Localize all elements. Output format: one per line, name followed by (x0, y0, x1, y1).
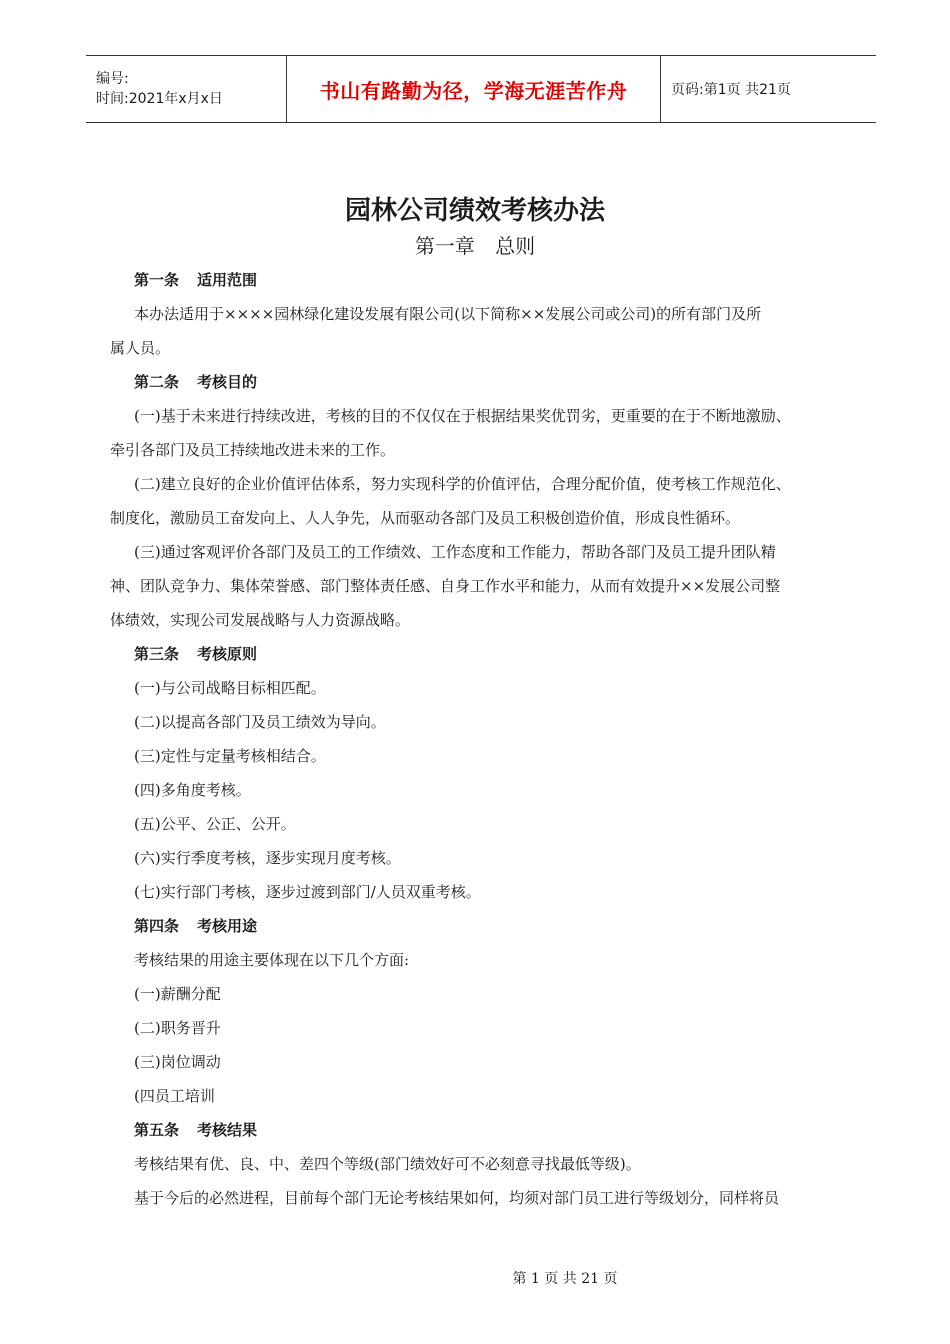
header-page-label: 页码:第1页 共21页 (671, 82, 791, 98)
document-date-label: 时间:2021年x月x日 (96, 91, 223, 107)
body-text-line: 属人员。 (110, 339, 171, 357)
body-text-line: (六)实行季度考核，逐步实现月度考核。 (134, 849, 401, 867)
body-text-line: (七)实行部门考核，逐步过渡到部门/人员双重考核。 (134, 883, 481, 901)
header-motto-cell (286, 56, 661, 122)
document-body (110, 268, 870, 1220)
page-footer: 第 1 页 共 21 页 (512, 1271, 618, 1287)
body-text-line: 考核结果的用途主要体现在以下几个方面: (134, 951, 410, 969)
chapter-heading: 第一章 总则 (414, 234, 536, 258)
article-heading (110, 1118, 870, 1152)
article-number: 第五条 (134, 1121, 180, 1139)
body-text-line: (三)通过客观评价各部门及员工的工作绩效、工作态度和工作能力，帮助各部门及员工提升团队精 (134, 543, 776, 561)
body-text-line: (一)基于未来进行持续改进，考核的目的不仅仅在于根据结果奖优罚劣，更重要的在于不断地激励、 (134, 407, 791, 425)
article-title: 考核原则 (197, 645, 258, 663)
header-meta (86, 56, 286, 122)
article-heading (110, 914, 870, 948)
body-text-line: (三)定性与定量考核相结合。 (134, 747, 326, 765)
body-text-line: (一)薪酬分配 (134, 985, 221, 1003)
header-page-info (661, 56, 876, 122)
body-text-line: 牵引各部门及员工持续地改进未来的工作。 (110, 441, 396, 459)
body-text-line: (二)建立良好的企业价值评估体系，努力实现科学的价值评估，合理分配价值，使考核工作规范化、 (134, 475, 791, 493)
article-title: 考核结果 (197, 1121, 258, 1139)
article-title: 适用范围 (197, 271, 258, 289)
article-number: 第二条 (134, 373, 180, 391)
header-table (86, 55, 876, 123)
body-text-line: (二)职务晋升 (134, 1019, 221, 1037)
article-title: 考核目的 (197, 373, 258, 391)
article-number: 第一条 (134, 271, 180, 289)
body-text-line: (二)以提高各部门及员工绩效为导向。 (134, 713, 386, 731)
document-number-label: 编号: (96, 71, 129, 87)
body-text-line: (四员工培训 (134, 1087, 215, 1105)
article-title: 考核用途 (197, 917, 258, 935)
body-text-line: 基于今后的必然进程，目前每个部门无论考核结果如何，均须对部门员工进行等级划分，同样将员 (134, 1189, 780, 1207)
article-number: 第三条 (134, 645, 180, 663)
article-heading (110, 370, 870, 404)
body-text-line: (三)岗位调动 (134, 1053, 221, 1071)
header-motto: 书山有路勤为径，学海无涯苦作舟 (319, 78, 628, 103)
body-text-line: 考核结果有优、良、中、差四个等级(部门绩效好可不必刻意寻找最低等级)。 (134, 1155, 641, 1173)
body-text-line: (五)公平、公正、公开。 (134, 815, 296, 833)
body-text-line: 制度化，激励员工奋发向上、人人争先，从而驱动各部门及员工积极创造价值，形成良性循环。 (110, 509, 741, 527)
body-text-line: (一)与公司战略目标相匹配。 (134, 679, 326, 697)
body-text-line: 神、团队竞争力、集体荣誉感、部门整体责任感、自身工作水平和能力，从而有效提升××发展公司整 (110, 577, 781, 595)
body-text-line: (四)多角度考核。 (134, 781, 251, 799)
article-heading (110, 268, 870, 302)
body-text-line: 体绩效，实现公司发展战略与人力资源战略。 (110, 611, 411, 629)
body-text-line: 本办法适用于××××园林绿化建设发展有限公司(以下简称××发展公司或公司)的所有部门及所 (134, 305, 762, 323)
article-heading (110, 642, 870, 676)
article-number: 第四条 (134, 917, 180, 935)
document-title: 园林公司绩效考核办法 (344, 196, 605, 226)
